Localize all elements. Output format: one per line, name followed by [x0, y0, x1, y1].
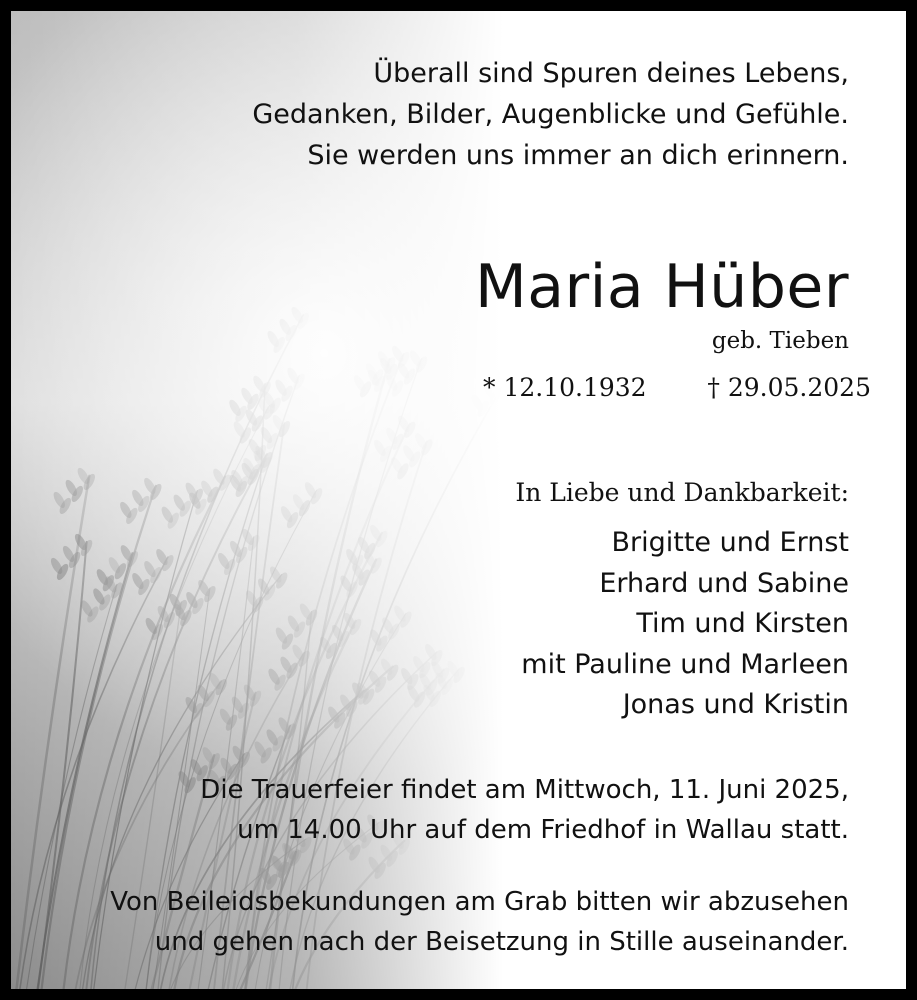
- quote-line: Sie werden uns immer an dich erinnern.: [307, 140, 849, 171]
- mourner-name: mit Pauline und Marleen: [521, 648, 849, 680]
- mourners-heading: In Liebe und Dankbarkeit:: [515, 478, 849, 507]
- ceremony-info: [149, 770, 849, 850]
- quote-line: Gedanken, Bilder, Augenblicke und Gefühle.: [252, 99, 849, 130]
- condolence-line: Von Beileidsbekundungen am Grab bitten wir abzusehen: [110, 887, 849, 917]
- death-date: † 29.05.2025: [707, 373, 871, 402]
- ceremony-line: Die Trauerfeier findet am Mittwoch, 11. Juni 2025,: [200, 775, 849, 805]
- condolence-line: und gehen nach der Beisetzung in Stille auseinander.: [154, 927, 849, 957]
- ceremony-line: um 14.00 Uhr auf dem Friedhof in Wallau statt.: [237, 815, 849, 845]
- mourner-name: Jonas und Kristin: [622, 689, 849, 720]
- birth-date: * 12.10.1932: [483, 373, 647, 402]
- mourner-name: Tim und Kirsten: [636, 608, 849, 639]
- mourner-name: Brigitte und Ernst: [611, 527, 849, 558]
- life-dates: [471, 373, 871, 409]
- memorial-quote: [149, 53, 849, 176]
- birth-name: geb. Tieben: [711, 328, 849, 354]
- quote-line: Überall sind Spuren deines Lebens,: [373, 58, 849, 89]
- condolence-note: [49, 882, 849, 962]
- mourner-name: Erhard und Sabine: [599, 567, 849, 599]
- deceased-name: Maria Hüber: [474, 252, 849, 322]
- mourners-list: [521, 523, 849, 726]
